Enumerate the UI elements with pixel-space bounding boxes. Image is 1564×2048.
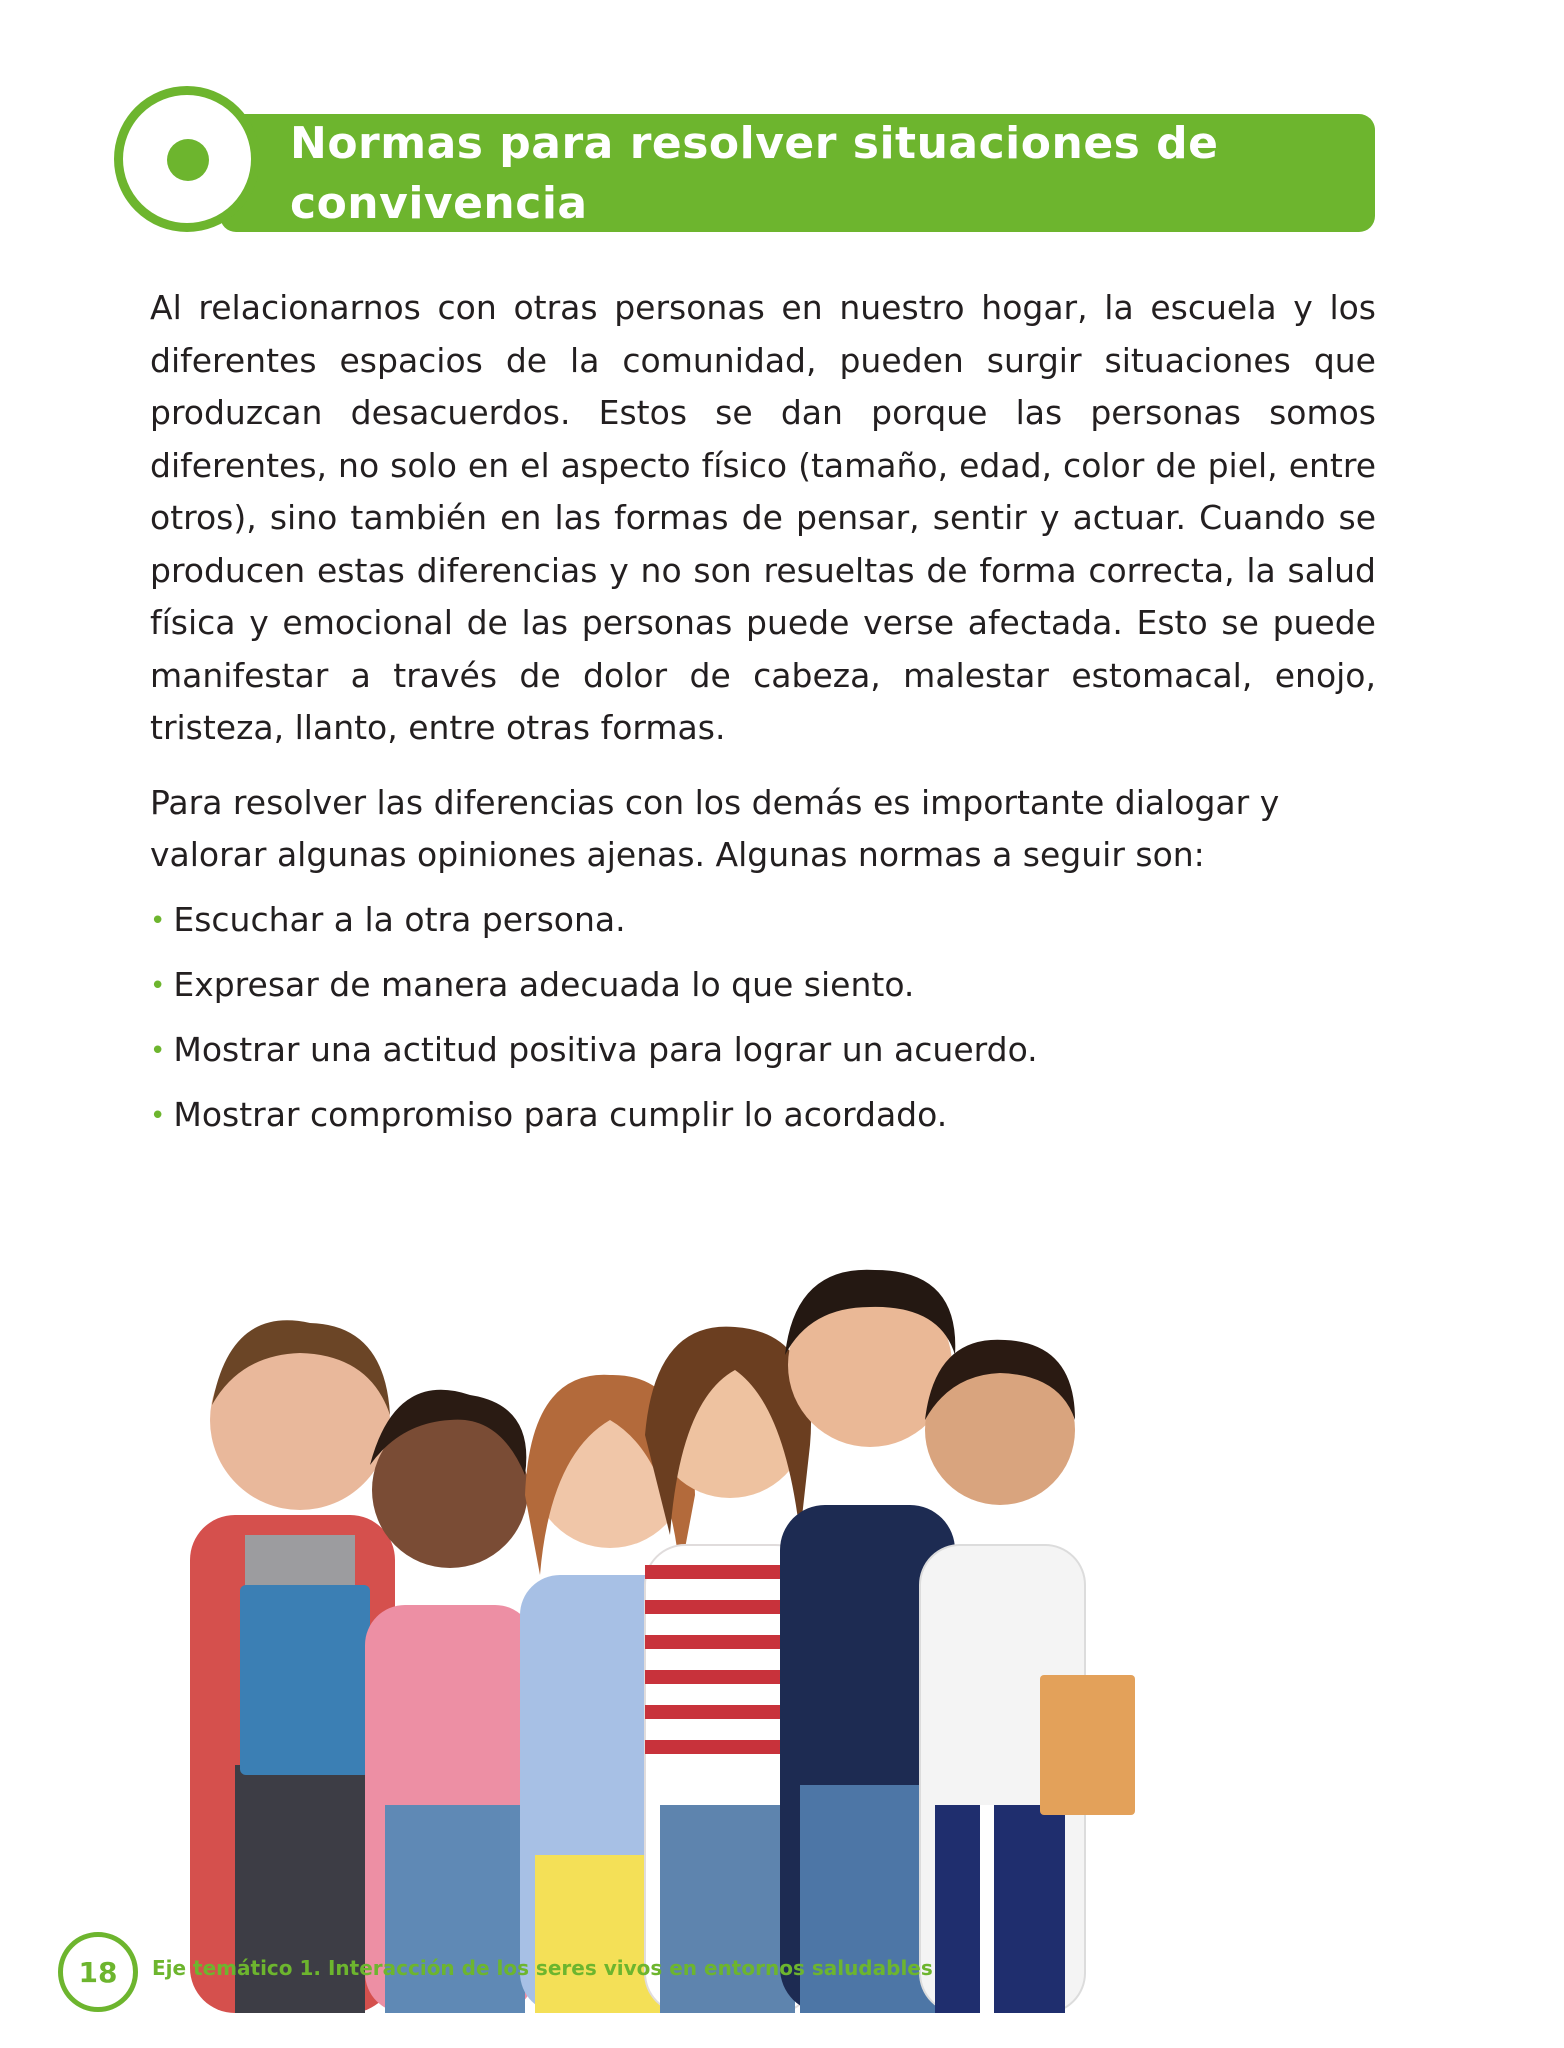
norms-list (150, 888, 1376, 1148)
child-figure-2 (365, 1390, 535, 2013)
bullet-icon: • (150, 1035, 166, 1066)
list-item-text: Expresar de manera adecuada lo que siento. (173, 964, 915, 1004)
list-item-text: Mostrar compromiso para cumplir lo acordado. (173, 1094, 948, 1134)
child-figure-6 (920, 1340, 1135, 2013)
list-item (150, 1083, 1376, 1148)
list-item (150, 1018, 1376, 1083)
paragraph-intro: Al relacionarnos con otras personas en nuestro hogar, la escuela y los diferentes espacios de la comunidad, pueden surgir situaciones que produzcan desacuerdos. Estos se dan porque las personas somos diferentes, no solo en el aspecto físico (tamaño, edad, color de piel, entre otros), sino también en las formas de pensar, sentir y actuar. Cuando se producen estas diferencias y no son resueltas de forma correcta, la salud física y emocional de las personas puede verse afectada. Esto se puede manifestar a través de dolor de cabeza, malestar estomacal, enojo, tristeza, llanto, entre otras formas. (150, 288, 1376, 747)
children-photo (180, 1245, 1370, 2013)
list-item (150, 953, 1376, 1018)
header-dot-icon (167, 139, 209, 181)
page-title: Normas para resolver situaciones de convivencia (290, 118, 1219, 229)
bullet-icon: • (150, 905, 166, 936)
bullet-icon: • (150, 970, 166, 1001)
child-figure-1 (190, 1320, 395, 2013)
bullet-icon: • (150, 1100, 166, 1131)
footer-axis-text: Eje temático 1. Interacción de los seres vivos en entornos saludables (152, 1956, 933, 1980)
list-item (150, 888, 1376, 953)
main-content (150, 282, 1376, 1148)
page-number: 18 (58, 1932, 138, 2012)
list-item-text: Mostrar una actitud positiva para lograr un acuerdo. (173, 1029, 1038, 1069)
list-item-text: Escuchar a la otra persona. (173, 899, 626, 939)
header-circle-icon (114, 86, 260, 232)
paragraph-norms-intro: Para resolver las diferencias con los demás es importante dialogar y valorar algunas opiniones ajenas. Algunas normas a seguir son: (150, 782, 1280, 874)
